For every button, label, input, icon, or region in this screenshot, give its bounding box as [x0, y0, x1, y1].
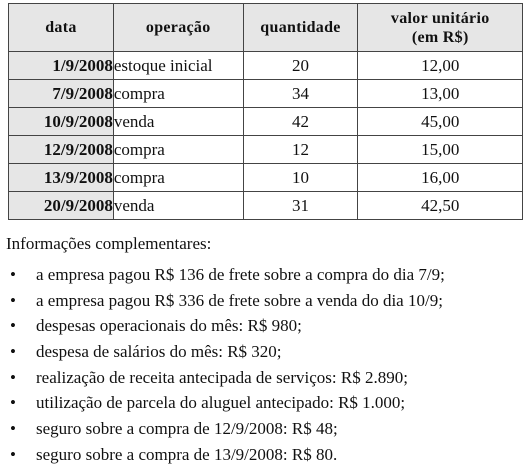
list-item: [0, 416, 445, 442]
cell-unit-value: 15,00: [358, 136, 523, 164]
bullet-icon: •: [10, 342, 16, 362]
cell-operation: compra: [113, 164, 243, 192]
list-item: [0, 365, 445, 391]
cell-date: 12/9/2008: [9, 136, 114, 164]
bullet-icon: •: [10, 265, 16, 284]
table-row: [9, 80, 523, 108]
list-item: [0, 313, 445, 339]
header-quantity: quantidade: [243, 4, 358, 52]
header-row: [9, 4, 523, 52]
table-row: [9, 52, 523, 80]
cell-unit-value: 42,50: [358, 192, 523, 220]
list-item: [0, 288, 445, 314]
bullet-icon: •: [10, 419, 16, 439]
list-item: [0, 442, 445, 468]
cell-quantity: 34: [243, 80, 358, 108]
table-row: [9, 192, 523, 220]
cell-quantity: 20: [243, 52, 358, 80]
bullet-icon: •: [10, 367, 16, 387]
list-item: [0, 339, 445, 365]
list-item-text: realização de receita antecipada de serviços: R$ 2.890;: [36, 367, 408, 387]
list-item-text: a empresa pagou R$ 336 de frete sobre a venda do dia 10/9;: [36, 290, 443, 310]
bullet-icon: •: [10, 316, 16, 336]
bullet-icon: •: [10, 290, 16, 310]
header-unit-value-line1: valor unitário: [390, 9, 490, 27]
header-unit-value-line2: (em R$): [411, 28, 469, 46]
table-body: [9, 52, 523, 220]
header-unit-value: [358, 4, 523, 52]
inventory-table: [8, 3, 523, 220]
cell-quantity: 12: [243, 136, 358, 164]
info-title: Informações complementares:: [6, 234, 212, 253]
list-item: [0, 262, 445, 288]
header-operation: operação: [113, 4, 243, 52]
cell-operation: venda: [113, 192, 243, 220]
cell-unit-value: 12,00: [358, 52, 523, 80]
list-item: [0, 390, 445, 416]
cell-unit-value: 45,00: [358, 108, 523, 136]
cell-date: 7/9/2008: [9, 80, 114, 108]
cell-quantity: 31: [243, 192, 358, 220]
cell-quantity: 10: [243, 164, 358, 192]
cell-date: 10/9/2008: [9, 108, 114, 136]
table-row: [9, 136, 523, 164]
cell-date: 1/9/2008: [9, 52, 114, 80]
cell-operation: estoque inicial: [113, 52, 243, 80]
cell-operation: compra: [113, 136, 243, 164]
table-row: [9, 108, 523, 136]
list-item-text: seguro sobre a compra de 12/9/2008: R$ 48;: [36, 419, 338, 439]
table-header: [9, 4, 523, 52]
cell-unit-value: 13,00: [358, 80, 523, 108]
header-date: data: [9, 4, 114, 52]
cell-date: 20/9/2008: [9, 192, 114, 220]
bullet-icon: •: [10, 393, 16, 413]
info-list: [0, 262, 445, 468]
bullet-icon: •: [10, 444, 16, 464]
list-item-text: despesas operacionais do mês: R$ 980;: [36, 316, 302, 336]
cell-operation: compra: [113, 80, 243, 108]
list-item-text: despesa de salários do mês: R$ 320;: [36, 342, 282, 362]
list-item-text: a empresa pagou R$ 136 de frete sobre a compra do dia 7/9;: [36, 265, 445, 284]
list-item-text: seguro sobre a compra de 13/9/2008: R$ 80.: [36, 444, 338, 464]
table-row: [9, 164, 523, 192]
cell-date: 13/9/2008: [9, 164, 114, 192]
cell-unit-value: 16,00: [358, 164, 523, 192]
list-item-text: utilização de parcela do aluguel antecipado: R$ 1.000;: [36, 393, 406, 413]
cell-quantity: 42: [243, 108, 358, 136]
cell-operation: venda: [113, 108, 243, 136]
